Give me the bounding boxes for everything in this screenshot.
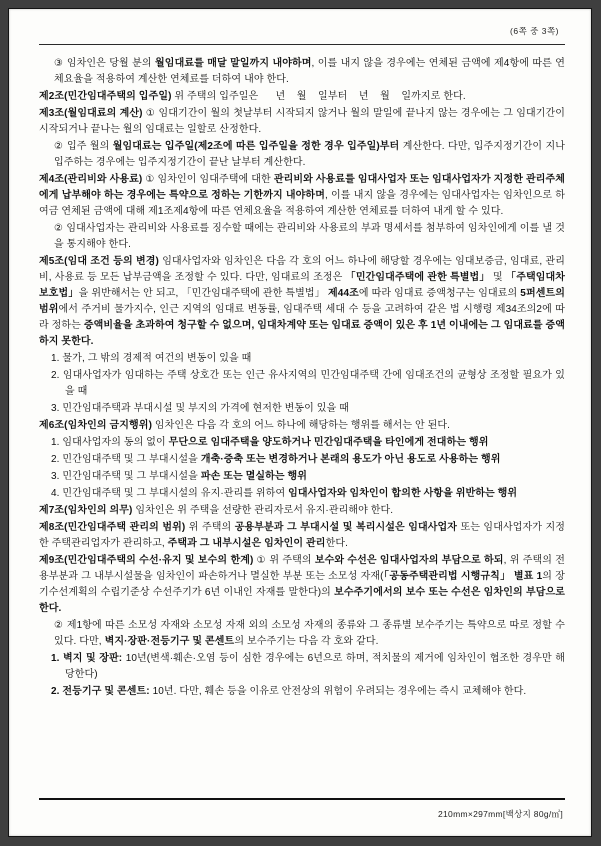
item-5-3: 3. 민간임대주택과 부대시설 및 부지의 가격에 현저한 변동이 있을 때 <box>51 403 349 414</box>
article-4: 제4조(관리비와 사용료) ① 임차인이 임대주택에 대한 관리비와 사용료를 임대사업자 또는 임대사업자가 지정한 관리주체에게 납부해야 하는 경우에는 특약으로 정하는 기한까지 내야하며, 이를 내지 않을 경우에는 임대사업자는 임차인으로 하여금 연체된 금액에 대해 제1조제4항에 따른 연체요율을 적용하여 계산한 연체료를 더하여 내게 할 수 있다. <box>39 174 566 217</box>
article-9: 제9조(민간임대주택의 수선·유지 및 보수의 한계) ① 위 주택의 보수와 수선은 임대사업자의 부담으로 하되, 위 주택의 전용부분과 그 내부시설물을 임차인이 파손하거나 멸실한 부분 또는 소모성 자재(「공동주택관리법 시행규칙」 별표 1의 장기수선계획의 수립기준상 수선주기가 6년 이내인 자재를 말한다)의 보수주기에서의 보수 또는 수선은 임차인의 부담으로 한다. <box>39 555 565 614</box>
article-3: 제3조(월임대료의 계산) ① 임대기간이 월의 첫날부터 시작되지 않거나 월의 말일에 끝나지 않는 경우에는 그 임대기간이 시작되거나 끝나는 월의 임대료는 일할로 산정한다. <box>39 108 565 135</box>
item-9-1: 1. 벽지 및 장판: 10년(변색·훼손·오염 등이 심한 경우에는 6년으로 하며, 적치물의 제거에 임차인이 협조한 경우만 해당한다) <box>51 653 566 680</box>
article-5: 제5조(임대 조건 등의 변경) 임대사업자와 임차인은 다음 각 호의 어느 하나에 해당할 경우에는 임대보증금, 임대료, 관리비, 사용료 등 모든 납부금액을 조정할 수 있다. 다만, 임대료의 조정은 「민간임대주택에 관한 특별법」 및 「주택임대차보호법」을 위반해서는 안 되고, 「민간임대주택에 관한 특별법」 제44조에 따라 임대료 증액청구는 임대료의 5퍼센트의 범위에서 주거비 물가지수, 인근 지역의 임대료 변동률, 임대주택 세대 수 등을 고려하여 같은 법 시행령 제34조의2에 따라 정하는 증액비율을 초과하여 청구할 수 없으며, 임대차계약 또는 임대료 증액이 있은 후 1년 이내에는 그 임대료를 증액하지 못한다. <box>39 256 566 347</box>
clause-9-2: ② 제1항에 따른 소모성 자재와 소모성 자재 외의 소모성 자재의 종류와 그 종류별 보수주기는 특약으로 따로 정할 수 있다. 다만, 벽지·장판·전등기구 및 콘센트의 보수주기는 다음 각 호와 같다. <box>54 620 565 647</box>
page-number: (6쪽 중 3쪽) <box>510 26 559 36</box>
header-divider <box>39 44 565 45</box>
article-2: 제2조(민간임대주택의 입주일) 위 주택의 입주일은 년 월 일부터 년 월 일까지로 한다. <box>39 91 466 102</box>
item-6-3: 3. 민간임대주택 및 그 부대시설을 파손 또는 멸실하는 행위 <box>51 471 308 482</box>
item-6-4: 4. 민간임대주택 및 그 부대시설의 유지·관리를 위하여 임대사업자와 임차인이 합의한 사항을 위반하는 행위 <box>51 488 518 499</box>
footer-divider <box>39 798 565 801</box>
item-5-2: 2. 임대사업자가 임대하는 주택 상호간 또는 인근 유사지역의 민간임대주택 간에 임대조건의 균형상 조정할 필요가 있을 때 <box>51 370 565 397</box>
document-page <box>8 8 592 837</box>
item-6-2: 2. 민간임대주택 및 그 부대시설을 개축·증축 또는 변경하거나 본래의 용도가 아닌 용도로 사용하는 행위 <box>51 454 501 465</box>
clause-3-2: ② 입주 월의 월임대료는 입주일(제2조에 따른 입주일을 정한 경우 입주일)부터 계산한다. 다만, 입주지정기간이 지나 입주하는 경우에는 입주지정기간이 끝난 날부터 계산한다. <box>54 141 565 168</box>
document-body <box>39 56 565 701</box>
item-5-1: 1. 물가, 그 밖의 경제적 여건의 변동이 있을 때 <box>51 353 252 364</box>
paper-spec: 210mm×297mm[백상지 80g/㎡] <box>437 809 563 819</box>
item-9-2: 2. 전등기구 및 콘센트: 10년. 다만, 훼손 등을 이유로 안전상의 위험이 우려되는 경우에는 즉시 교체해야 한다. <box>51 686 527 697</box>
item-6-1: 1. 임대사업자의 동의 없이 무단으로 임대주택을 양도하거나 민간임대주택을 타인에게 전대하는 행위 <box>51 437 489 448</box>
article-7: 제7조(임차인의 의무) 임차인은 위 주택을 선량한 관리자로서 유지·관리해야 한다. <box>39 505 394 516</box>
clause-4-2: ② 임대사업자는 관리비와 사용료를 징수할 때에는 관리비와 사용료의 부과 명세서를 첨부하여 임차인에게 이를 낼 것을 통지해야 한다. <box>54 223 565 250</box>
article-8: 제8조(민간임대주택 관리의 범위) 위 주택의 공용부분과 그 부대시설 및 복리시설은 임대사업자 또는 임대사업자가 지정한 주택관리업자가 관리하고, 주택과 그 내부시설은 임차인이 관리한다. <box>39 522 565 549</box>
article-6: 제6조(임차인의 금지행위) 임차인은 다음 각 호의 어느 하나에 해당하는 행위를 해서는 안 된다. <box>39 420 451 431</box>
clause-1-3: ③ 임차인은 당월 분의 월임대료를 매달 말일까지 내야하며, 이를 내지 않을 경우에는 연체된 금액에 제4항에 따른 연체요율을 적용하여 계산한 연체료를 더하여 내야 한다. <box>54 58 565 85</box>
